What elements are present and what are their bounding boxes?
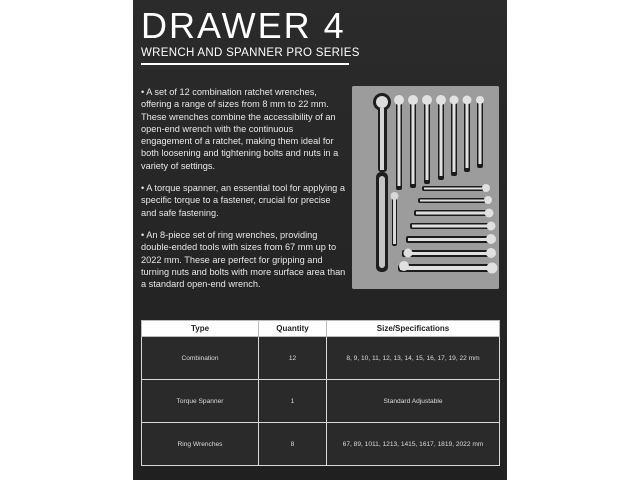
cell-type: Combination xyxy=(142,337,259,380)
title-divider xyxy=(141,63,349,65)
wrench-drawer-photo xyxy=(352,86,499,289)
column-header-type: Type xyxy=(142,321,259,337)
table-header-row xyxy=(142,321,500,337)
product-sheet xyxy=(133,0,507,480)
cell-type: Torque Spanner xyxy=(142,380,259,423)
cell-type: Ring Wrenches xyxy=(142,423,259,466)
description-list xyxy=(141,86,346,300)
bullet-ring: • An 8-piece set of ring wrenches, providing double-ended tools with sizes from 67 mm up to 2022 mm. These are perfect for gripping and turning nuts and bolts with more surface area than a standard open-end wrench. xyxy=(141,229,346,290)
cell-quantity: 1 xyxy=(259,380,327,423)
spec-table xyxy=(141,320,499,466)
cell-quantity: 12 xyxy=(259,337,327,380)
table-row xyxy=(142,423,500,466)
table-row xyxy=(142,337,500,380)
page-subtitle: WRENCH AND SPANNER PRO SERIES xyxy=(141,47,360,59)
cell-size: 8, 9, 10, 11, 12, 13, 14, 15, 16, 17, 19, 22 mm xyxy=(327,337,500,380)
bullet-combination: • A set of 12 combination ratchet wrenches, offering a range of sizes from 8 mm to 22 mm. These wrenches combine the accessibility of an open-end wrench with the continuous engagement of a ratchet, making them ideal for both loosening and tightening bolts and nuts in a variety of settings. xyxy=(141,87,339,171)
wrench-drawer-illustration xyxy=(352,86,499,289)
bullet-torque: • A torque spanner, an essential tool for applying a specific torque to a fastener, crucial for precise and safe fastening. xyxy=(141,183,345,218)
cell-quantity: 8 xyxy=(259,423,327,466)
table-row xyxy=(142,380,500,423)
column-header-quantity: Quantity xyxy=(259,321,327,337)
cell-size: Standard Adjustable xyxy=(327,380,500,423)
cell-size: 67, 89, 1011, 1213, 1415, 1617, 1819, 2022 mm xyxy=(327,423,500,466)
page-title: DRAWER 4 xyxy=(141,5,346,46)
column-header-size: Size/Specifications xyxy=(327,321,500,337)
